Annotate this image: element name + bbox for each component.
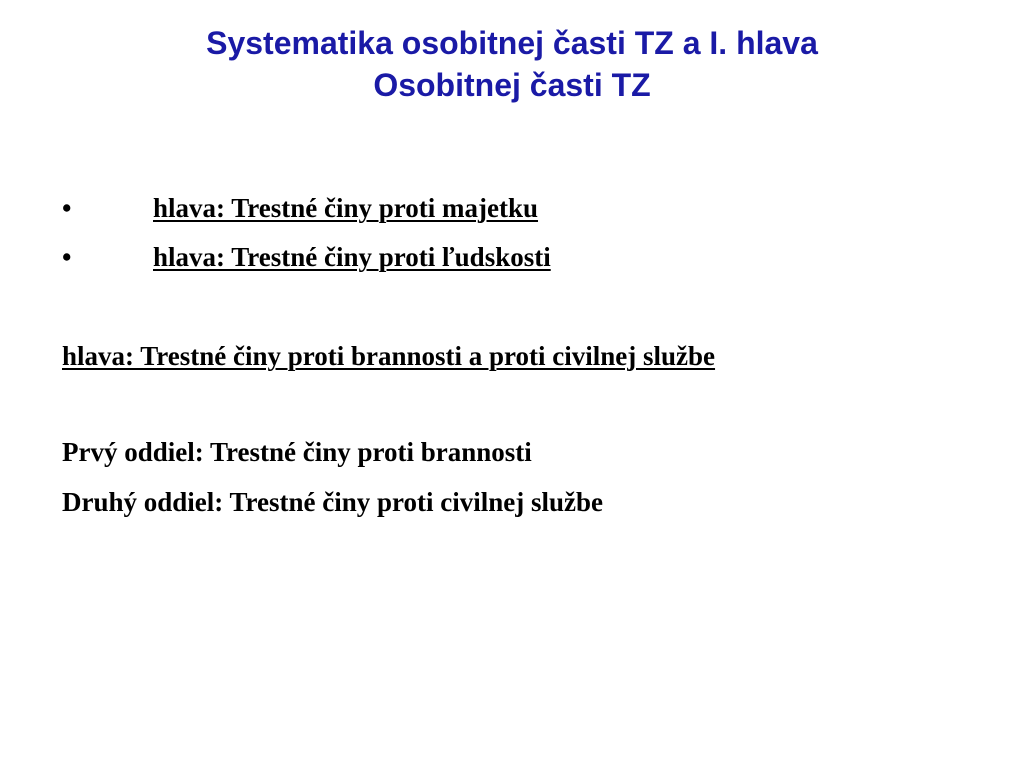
section-item-first: Prvý oddiel: Trestné činy proti brannosti <box>62 437 532 467</box>
bullet-item <box>62 188 962 237</box>
bullet-marker: • <box>62 242 72 272</box>
slide-title <box>0 22 1024 106</box>
slide-title-line-1: Systematika osobitnej časti TZ a I. hlava <box>206 25 818 61</box>
bullet-item <box>62 237 962 286</box>
chapter-heading: hlava: Trestné činy proti brannosti a proti civilnej službe <box>62 341 716 371</box>
bullet-marker: • <box>62 193 72 223</box>
slide-title-line-2: Osobitnej časti TZ <box>373 67 651 103</box>
bullet-text: hlava: Trestné činy proti ľudskosti <box>153 242 551 272</box>
section-item-second: Druhý oddiel: Trestné činy proti civilnej službe <box>62 487 604 517</box>
slide-body <box>62 188 962 517</box>
bullet-text: hlava: Trestné činy proti majetku <box>153 193 539 223</box>
